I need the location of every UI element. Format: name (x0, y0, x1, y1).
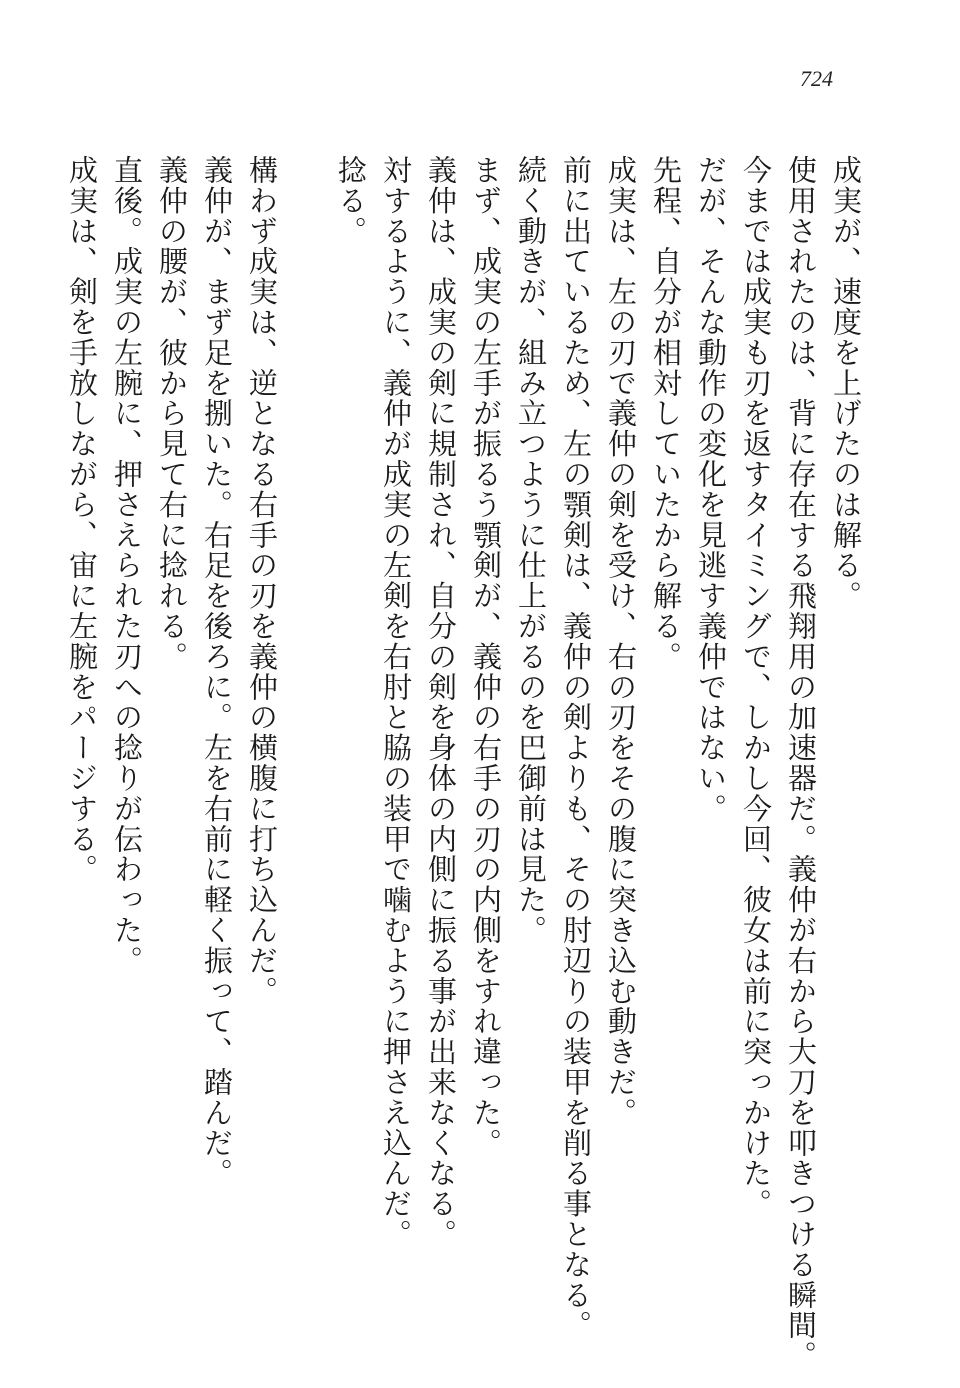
paragraph: 対するように、義仲が成実の左剣を右肘と脇の装甲で噛むように押さえ込んだ。 (379, 155, 413, 1250)
paragraph: 成実は、左の刃で義仲の剣を受け、右の刃をその腹に突き込む動きだ。 (604, 155, 638, 1128)
paragraph: だが、そんな動作の変化を見逃す義仲ではない。 (694, 155, 728, 824)
paragraph: 成実が、速度を上げたのは解る。 (829, 155, 863, 611)
paragraph: 捻る。 (334, 155, 368, 247)
paragraph: 構わず成実は、逆となる右手の刃を義仲の横腹に打ち込んだ。 (245, 155, 279, 1007)
paragraph: 先程、自分が相対していたから解る。 (649, 155, 683, 672)
paragraph: まず、成実の左手が振るう顎剣が、義仲の右手の刃の内側をすれ違った。 (469, 155, 503, 1159)
page-number: 724 (800, 66, 833, 91)
paragraph: 続く動きが、組み立つように仕上がるのを巴御前は見た。 (514, 155, 548, 946)
body-text (59, 155, 868, 1371)
paragraph: 直後。成実の左腕に、押さえられた刃への捻りが伝わった。 (110, 155, 144, 976)
paragraph: 今までは成実も刃を返すタイミングで、しかし今回、彼女は前に突っかけた。 (739, 155, 773, 1219)
paragraph: 義仲は、成実の剣に規制され、自分の剣を身体の内側に振る事が出来なくなる。 (424, 155, 458, 1250)
paragraph: 義仲が、まず足を捌いた。右足を後ろに。左を右前に軽く振って、踏んだ。 (200, 155, 234, 1189)
section-break (284, 155, 328, 1335)
paragraph: 成実は、剣を手放しながら、宙に左腕をパージする。 (65, 155, 99, 885)
paragraph: 義仲の腰が、彼から見て右に捻れる。 (155, 155, 189, 672)
paragraph: 前に出ているため、左の顎剣は、義仲の剣よりも、その肘辺りの装甲を削る事となる。 (559, 155, 593, 1341)
paragraph: 使用されたのは、背に存在する飛翔用の加速器だ。義仲が右から大刀を叩きつける瞬間。 (784, 155, 818, 1371)
